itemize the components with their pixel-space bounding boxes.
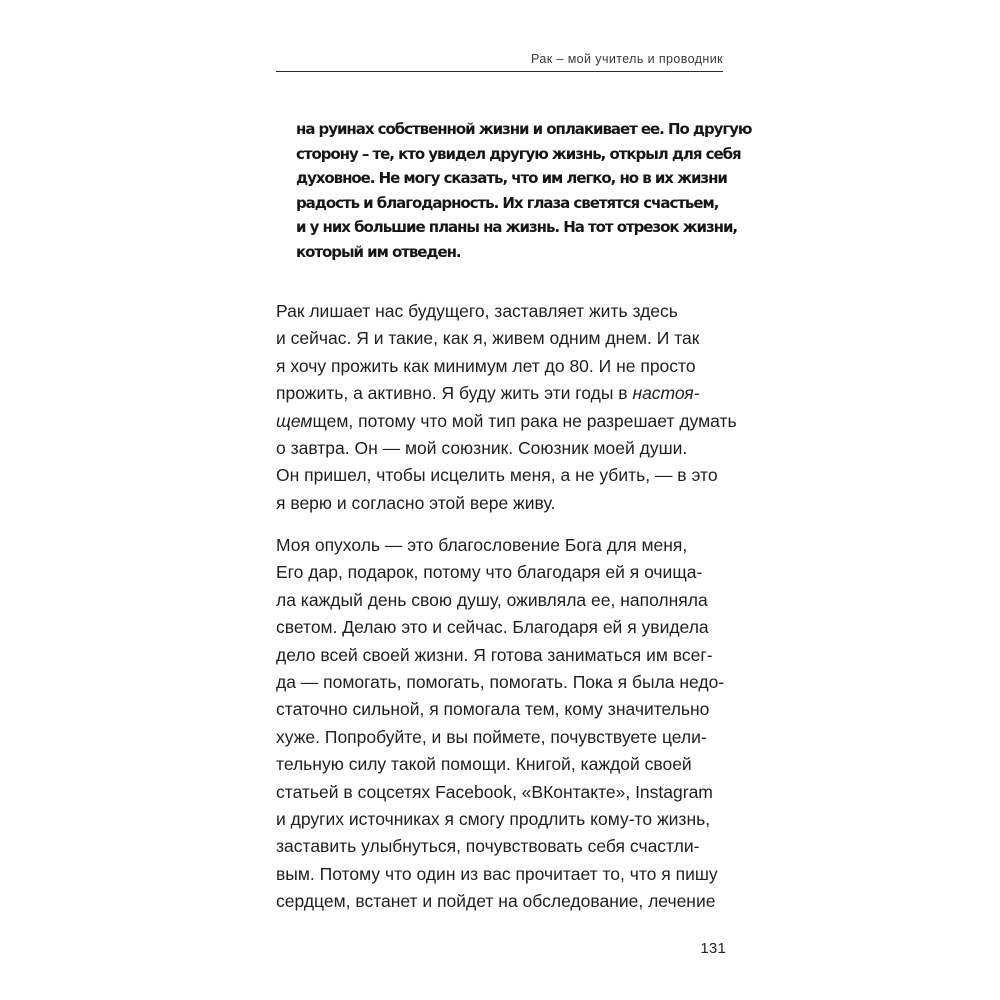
running-header: Рак – мой учитель и проводник xyxy=(531,52,723,66)
paragraph-2 xyxy=(276,532,746,916)
text-line: я хочу прожить как минимум лет до 80. И не просто xyxy=(276,355,696,376)
text-line: тельную силу такой помощи. Книгой, каждой своей xyxy=(276,754,692,775)
text-line: и других источниках я смогу продлить кому-то жизнь, xyxy=(276,809,711,830)
text-line xyxy=(276,380,746,407)
text-line: светом. Делаю это и сейчас. Благодаря ей я увидела xyxy=(276,617,709,638)
header-divider xyxy=(276,71,723,72)
page-number: 131 xyxy=(700,940,726,957)
quote-line: сторону – те, кто увидел другую жизнь, открыл для себя xyxy=(296,144,741,163)
text-line: дело всей своей жизни. Я готова заниматься им всег- xyxy=(276,644,713,665)
text-line: о завтра. Он — мой союзник. Союзник моей души. xyxy=(276,438,688,459)
quote-block xyxy=(296,117,752,264)
text-line: я верю и согласно этой вере живу. xyxy=(276,492,556,513)
italic-emphasis: щем xyxy=(276,410,313,431)
text-line: вым. Потому что один из вас прочитает то, что я пишу xyxy=(276,863,718,884)
text-line: ла каждый день свою душу, оживляла ее, наполняла xyxy=(276,589,708,610)
text-line: Моя опухоль — это благословение Бога для меня, xyxy=(276,535,688,555)
text-line: статочно сильной, я помогала тем, кому значительно xyxy=(276,699,710,720)
text-line xyxy=(276,408,746,435)
text-line: Он пришел, чтобы исцелить меня, а не убить, — в это xyxy=(276,465,718,486)
text-segment: щем, потому что мой тип рака не разрешает думать xyxy=(312,410,737,431)
quote-line: и у них большие планы на жизнь. На тот отрезок жизни, xyxy=(296,218,738,236)
text-line: статьей в соцсетях Facebook, «ВКонтакте», Instagram xyxy=(276,781,713,802)
quote-line: на руинах собственной жизни и оплакивает ее. По другую xyxy=(296,120,752,138)
paragraph-1 xyxy=(276,298,746,517)
text-line: хуже. Попробуйте, и вы поймете, почувствуете цели- xyxy=(276,726,707,747)
text-segment: прожить, а активно. Я буду жить эти годы в xyxy=(276,383,633,404)
text-line: и сейчас. Я и такие, как я, живем одним днем. И так xyxy=(276,328,700,349)
quote-line: радость и благодарность. Их глаза светятся счастьем, xyxy=(296,193,719,212)
quote-line: духовное. Не могу сказать, что им легко, но в их жизни xyxy=(296,169,727,187)
quote-line: который им отведен. xyxy=(296,242,461,261)
text-line: да — помогать, помогать, помогать. Пока я была недо- xyxy=(276,672,725,693)
text-line: Его дар, подарок, потому что благодаря ей я очища- xyxy=(276,562,703,583)
text-line: заставить улыбнуться, почувствовать себя счастли- xyxy=(276,836,700,857)
italic-emphasis: настоя- xyxy=(632,383,700,404)
text-line: сердцем, встанет и пойдет на обследование, лечение xyxy=(276,891,716,912)
text-line: Рак лишает нас будущего, заставляет жить здесь xyxy=(276,301,678,321)
